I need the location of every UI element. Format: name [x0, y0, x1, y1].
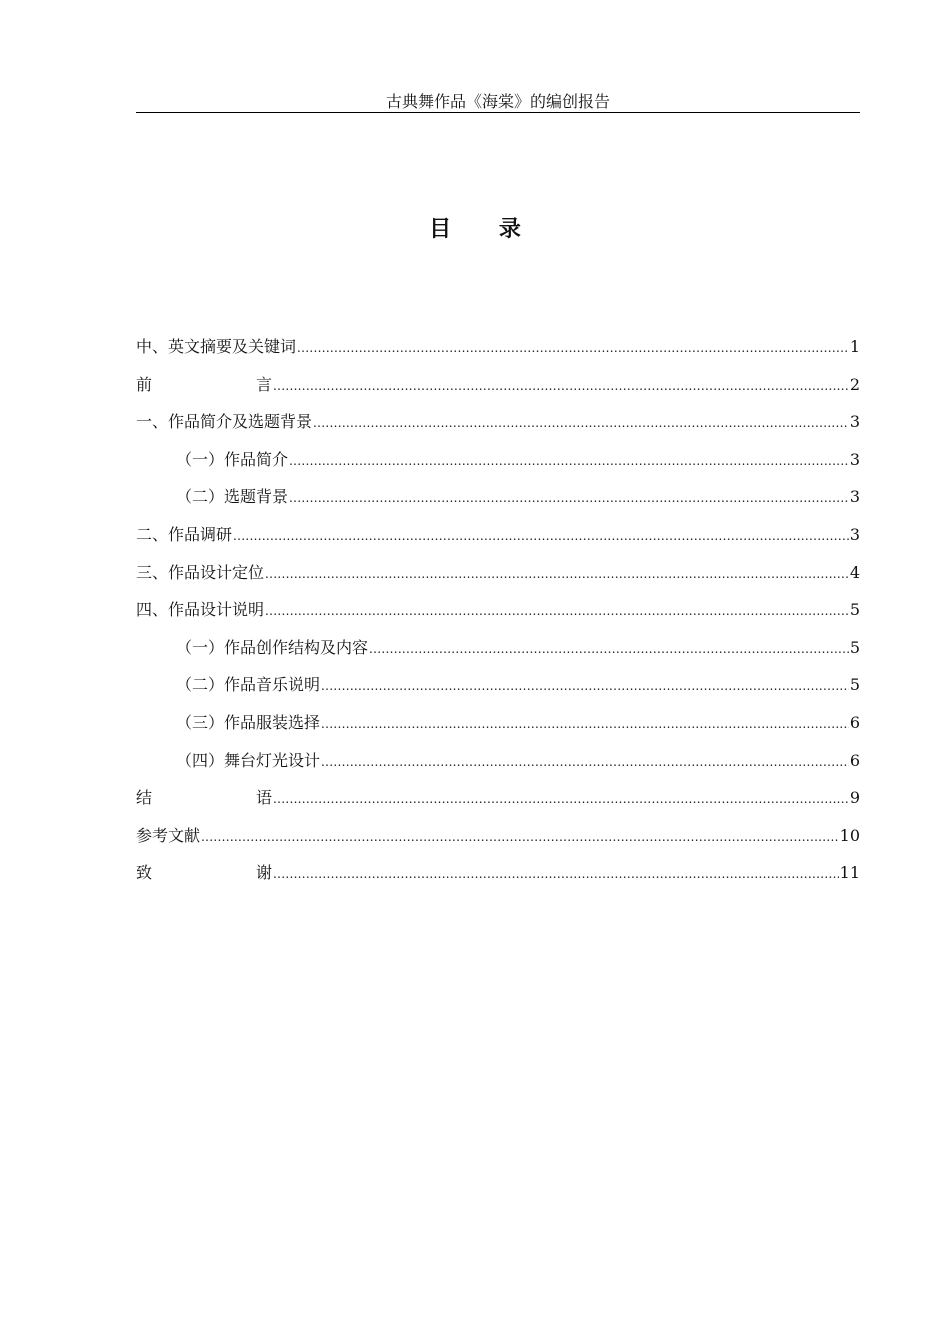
toc-entry-page: 3	[849, 524, 860, 544]
toc-leader-dots	[273, 864, 839, 884]
toc-entry-label: 二、作品调研	[136, 524, 233, 544]
toc-title-char-1: 目	[429, 216, 452, 242]
running-header: 古典舞作品《海棠》的编创报告	[385, 92, 610, 111]
toc-leader-dots	[233, 526, 849, 546]
toc-entry-label	[136, 375, 272, 395]
toc-entry-page: 6	[849, 712, 860, 732]
toc-title-char-2: 录	[498, 216, 521, 242]
toc-entry-page: 10	[839, 825, 860, 845]
toc-entry-page: 1	[849, 337, 860, 356]
toc-entry-acknowledgements[interactable]	[136, 863, 860, 901]
toc-leader-dots	[297, 338, 849, 358]
toc-entry-section-4-4[interactable]	[136, 751, 860, 789]
toc-leader-dots	[273, 789, 849, 809]
toc-leader-dots	[321, 752, 849, 772]
toc-entry-label	[136, 788, 272, 808]
toc-entry-section-4-2[interactable]	[136, 675, 860, 713]
toc-entry-label-right: 谢	[255, 863, 272, 883]
toc-leader-dots	[369, 639, 849, 659]
toc-entry-page: 6	[849, 750, 860, 770]
toc-entry-page: 3	[849, 412, 860, 432]
toc-entry-label	[136, 863, 272, 883]
toc-entry-page: 5	[849, 637, 860, 657]
toc-entry-page: 11	[839, 863, 860, 883]
toc-entry-label: （一）作品简介	[176, 449, 289, 469]
toc-entry-references[interactable]	[136, 826, 860, 864]
toc-leader-dots	[321, 676, 849, 696]
toc-entry-page: 5	[849, 600, 860, 620]
toc-leader-dots	[289, 451, 849, 471]
toc-entry-label-left: 致	[136, 863, 153, 883]
toc-entry-label: 中、英文摘要及关键词	[136, 337, 297, 356]
toc-entry-label-left: 结	[136, 788, 153, 808]
toc-entry-label-right: 语	[255, 788, 272, 808]
toc-entry-label: （四）舞台灯光设计	[176, 750, 321, 770]
toc-entry-label: 三、作品设计定位	[136, 562, 265, 582]
toc-entry-page: 5	[849, 675, 860, 695]
toc-entry-page: 3	[849, 449, 860, 469]
toc-leader-dots	[265, 601, 849, 621]
toc-entry-page: 3	[849, 487, 860, 507]
toc-entry-label: 四、作品设计说明	[136, 600, 265, 620]
toc-entry-section-1-2[interactable]	[136, 487, 860, 525]
toc-entry-abstract[interactable]	[136, 337, 860, 375]
toc-leader-dots	[289, 488, 849, 508]
toc-entry-label-right: 言	[255, 374, 272, 394]
toc-entry-section-4[interactable]	[136, 600, 860, 638]
toc-entry-preface[interactable]	[136, 375, 860, 413]
toc-entry-label-left: 前	[136, 374, 153, 394]
toc-leader-dots	[321, 714, 849, 734]
toc-entry-page: 4	[849, 562, 860, 582]
toc-entry-conclusion[interactable]	[136, 788, 860, 826]
toc-title	[0, 214, 950, 244]
toc-entry-label: 参考文献	[136, 825, 201, 845]
toc-leader-dots	[265, 564, 849, 584]
toc-entry-section-4-1[interactable]	[136, 638, 860, 676]
toc-entry-label: （一）作品创作结构及内容	[176, 637, 369, 657]
table-of-contents	[136, 337, 860, 901]
toc-leader-dots	[273, 376, 849, 396]
toc-entry-label: （二）作品音乐说明	[176, 675, 321, 695]
header-rule	[136, 112, 860, 113]
toc-entry-label: （三）作品服装选择	[176, 712, 321, 732]
toc-entry-page: 9	[849, 788, 860, 808]
toc-entry-label: 一、作品简介及选题背景	[136, 412, 313, 432]
toc-entry-section-3[interactable]	[136, 563, 860, 601]
toc-entry-section-1-1[interactable]	[136, 450, 860, 488]
toc-leader-dots	[201, 827, 839, 847]
toc-entry-label: （二）选题背景	[176, 487, 289, 507]
toc-leader-dots	[313, 413, 849, 433]
toc-entry-section-2[interactable]	[136, 525, 860, 563]
toc-entry-section-4-3[interactable]	[136, 713, 860, 751]
toc-entry-page: 2	[849, 374, 860, 394]
toc-entry-section-1[interactable]	[136, 412, 860, 450]
